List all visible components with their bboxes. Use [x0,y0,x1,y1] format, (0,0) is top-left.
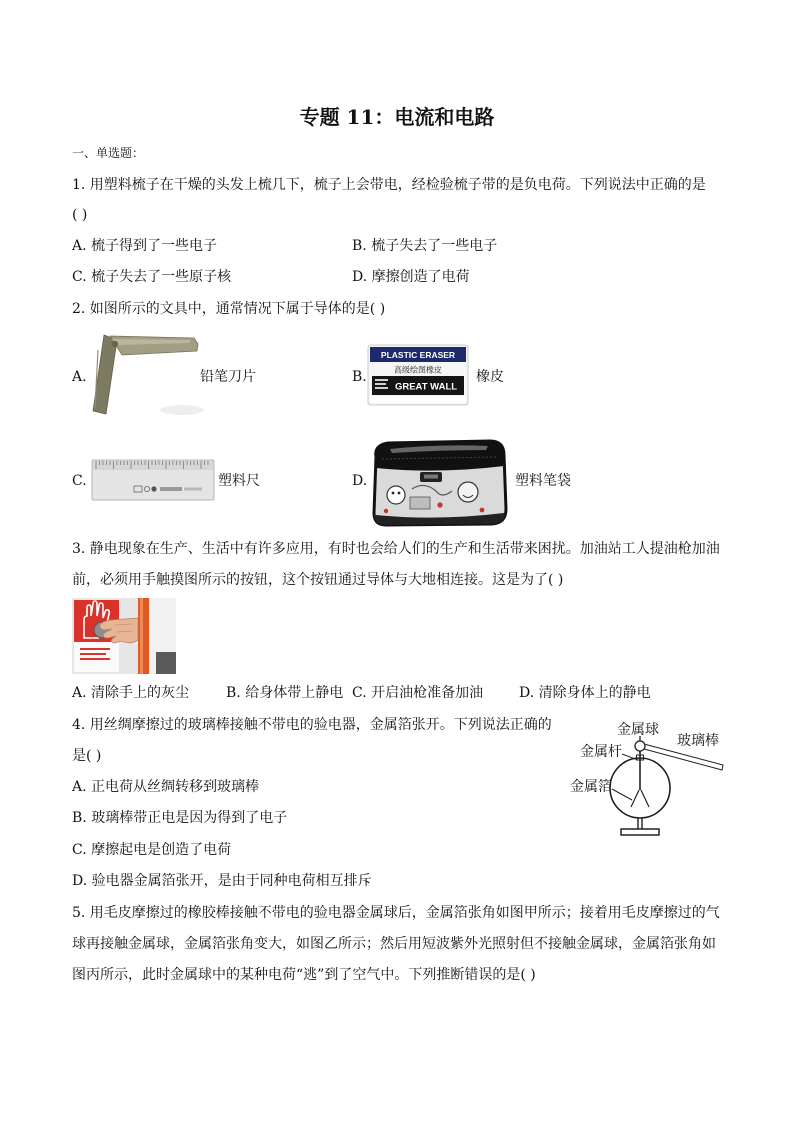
metal-ball [635,741,645,751]
question-2-option-b-label: 橡皮 [476,369,504,385]
question-4-option-c: C. 摩擦起电是创造了电荷 [72,842,232,858]
eraser-chinese-text: 高级绘图橡皮 [394,365,442,375]
question-2-stem: 2. 如图所示的文具中，通常情况下属于导体的是( ) [72,301,386,317]
question-2-option-a-label: 铅笔刀片 [200,369,256,385]
question-2-option-c-label: 塑料尺 [218,473,260,489]
eraser-icon [366,343,470,407]
question-4-option-d: D. 验电器金属箔张开，是由于同种电荷相互排斥 [72,873,372,889]
question-1-option-c: C. 梳子失去了一些原子核 [72,269,232,285]
question-5-stem-line: 5. 用毛皮摩擦过的橡胶棒接触不带电的验电器金属球后，金属箔张角如图甲所示；接着用毛皮摩擦过的气 [72,905,720,921]
page-title: 专题 11：电流和电路 [299,105,495,129]
question-1-answer-blank: ( ) [72,207,88,223]
diagram-label-metal-ball: 金属球 [617,722,659,738]
metal-foil-right [641,790,649,807]
question-2-option-b-letter: B. [352,369,367,385]
stand-base [621,829,659,835]
question-1-option-d: D. 摩擦创造了电荷 [352,269,470,285]
question-3-option-d: D. 清除身体上的静电 [519,685,651,701]
diagram-label-glass-rod: 玻璃棒 [677,733,719,749]
pencil-sharpener-blade-icon [86,330,204,420]
question-1-option-b: B. 梳子失去了一些电子 [352,238,498,254]
question-4-stem-line: 是( ) [72,748,102,764]
question-3-option-c: C. 开启油枪准备加油 [352,685,484,701]
question-2-option-d-letter: D. [352,473,368,489]
metal-foil-left [631,790,639,807]
static-discharge-button-photo-icon [72,598,176,674]
question-4-option-a: A. 正电荷从丝绸转移到玻璃棒 [72,779,260,795]
question-3-stem-line: 3. 静电现象在生产、生活中有许多应用，有时也会给人们的生产和生活带来困扰。加油站工人提油枪加油 [72,541,720,557]
plastic-ruler-icon [90,456,216,502]
question-4-stem-line: 4. 用丝绸摩擦过的玻璃棒接触不带电的验电器，金属箔张开。下列说法正确的 [72,717,552,733]
question-3-stem-line: 前，必须用手触摸图所示的按钮，这个按钮通过导体与大地相连接。这是为了( ) [72,572,564,588]
question-5-stem-line: 图丙所示，此时金属球中的某种电荷“逃”到了空气中。下列推断错误的是( ) [72,967,536,983]
diagram-label-metal-rod: 金属杆 [580,744,622,760]
question-3-option-b: B. 给身体带上静电 [226,685,344,701]
question-1-option-a: A. 梳子得到了一些电子 [72,238,218,254]
eraser-brand-text: GREAT WALL [394,381,458,393]
question-4-option-b: B. 玻璃棒带正电是因为得到了电子 [72,810,288,826]
question-5-stem-line: 球再接触金属球，金属箔张角变大，如图乙所示；然后用短波紫外光照射但不接触金属球，金属箔张角如 [72,936,716,952]
question-2-option-c-letter: C. [72,473,87,489]
question-1-stem-line: 1. 用塑料梳子在干燥的头发上梳几下，梳子上会带电，经检验梳子带的是负电荷。下列说法中正确的是 [72,177,706,193]
eraser-band-text: PLASTIC ERASER [380,350,456,360]
plastic-pencil-case-icon [368,435,510,529]
section-heading: 一、单选题： [72,146,145,160]
question-3-option-a: A. 清除手上的灰尘 [72,685,190,701]
question-2-option-d-label: 塑料笔袋 [515,473,571,489]
foil-leader-line [612,789,632,800]
question-2-option-a-letter: A. [72,369,87,385]
diagram-label-metal-foil: 金属箔 [570,779,612,795]
